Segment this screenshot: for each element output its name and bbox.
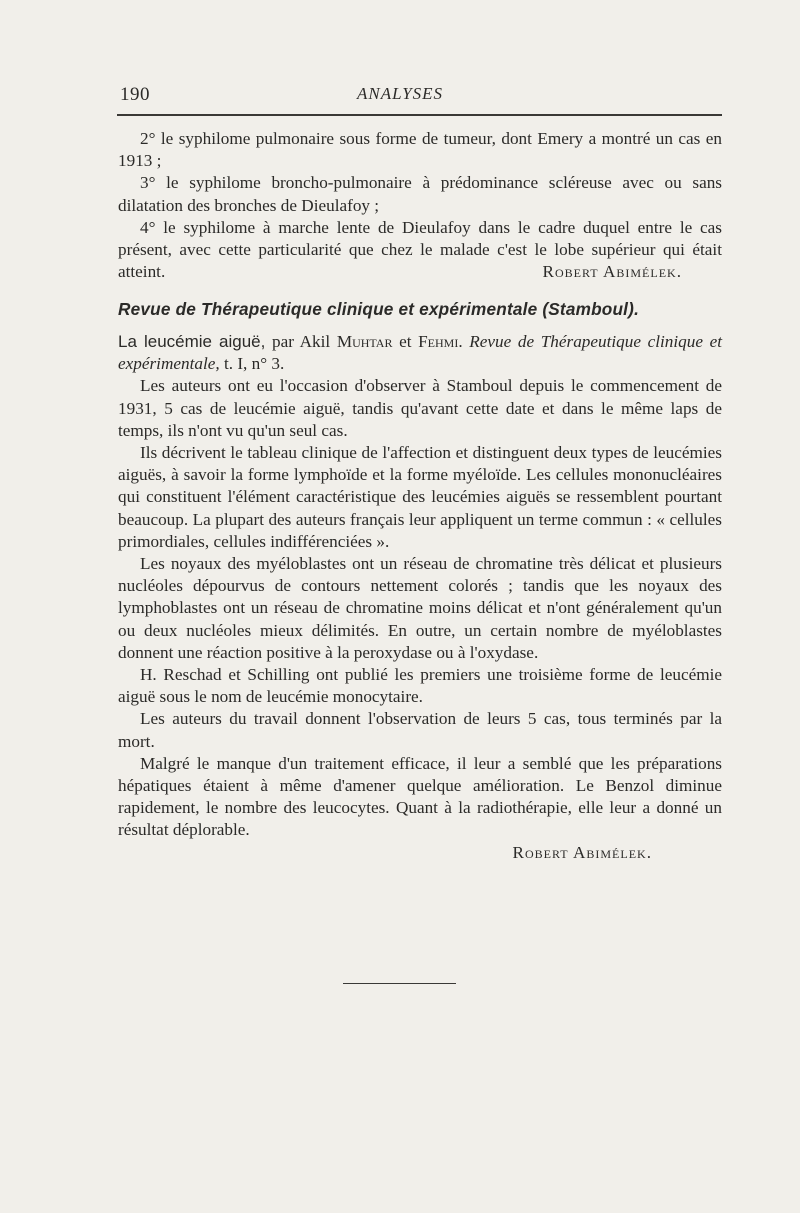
source-journal: Revue de Thérapeutique clinique et expérimentale, (118, 332, 722, 374)
list-item: 3° le syphilome broncho-pulmonaire à prédominance scléreuse avec ou sans dilatation des bronches de Dieulafoy ; (118, 173, 722, 215)
source-reference: t. I, n° 3. (223, 354, 285, 374)
paragraph: H. Reschad et Schilling ont publié les premiers une troisième forme de leucémie aiguë sous le nom de leucémie monocytaire. (118, 665, 722, 707)
and-text: et (399, 332, 412, 351)
author-name: Fehmi. (418, 332, 463, 351)
header-rule (117, 114, 722, 116)
signature: Robert Abimélek. (512, 842, 652, 862)
previous-review-end (118, 128, 722, 283)
paragraph: Ils décrivent le tableau clinique de l'affection et distinguent deux types de leucémies aiguës, à savoir la forme lymphoïde et la forme myéloïde. Les cellules mononucléaires qui constituent l'élément caractéristique des leucémies aiguës se ressemblent pourtant beaucoup. La plupart des auteurs français leur appliquent un terme commun : « cellules primordiales, cellules indifférenciées ». (118, 443, 722, 551)
end-rule (343, 983, 456, 984)
paragraph: Les auteurs ont eu l'occasion d'observer à Stamboul depuis le commencement de 1931, 5 cas de leucémie aiguë, tandis qu'avant cette date et dans le même laps de temps, ils n'ont vu qu'un seul cas. (118, 376, 722, 440)
signature: Robert Abimélek. (542, 262, 682, 282)
review-article (118, 331, 722, 864)
list-item-text: 4° le syphilome à marche lente de Dieulafoy dans le cadre duquel entre le cas présent, avec cette particularité que chez le malade c'est le lobe supérieur qui était atteint. (118, 217, 722, 282)
paragraph: Les noyaux des myéloblastes ont un réseau de chromatine très délicat et plusieurs nucléoles dépourvus de contours nettement colorés ; tandis que les noyaux des lymphoblastes ont un réseau de chromatine moins délicat et n'ont généralement qu'un ou deux nucléoles mieux délimités. En outre, un certain nombre de myéloblastes donnent une réaction positive à la peroxydase ou à l'oxydase. (118, 554, 722, 662)
article-title: La leucémie aiguë, (118, 332, 266, 351)
paragraph: Malgré le manque d'un traitement efficace, il leur a semblé que les préparations hépatiques étaient à même d'amener quelque amélioration. Le Benzol diminue rapidement, le nombre des leucocytes. Quant à la radiothérapie, elle leur a donné un résultat déplorable. (118, 753, 722, 840)
running-title: ANALYSES (356, 84, 444, 103)
list-item (118, 217, 722, 284)
journal-heading: Revue de Thérapeutique clinique et expérimentale (Stamboul). (118, 299, 640, 319)
by-text: par Akil (272, 332, 331, 351)
paragraph: Les auteurs du travail donnent l'observation de leurs 5 cas, tous terminés par la mort. (118, 709, 722, 751)
list-item: 2° le syphilome pulmonaire sous forme de tumeur, dont Emery a montré un cas en 1913 ; (118, 129, 722, 171)
author-name: Muhtar (336, 332, 393, 351)
article-citation (118, 331, 722, 375)
page-number: 190 (120, 84, 150, 105)
